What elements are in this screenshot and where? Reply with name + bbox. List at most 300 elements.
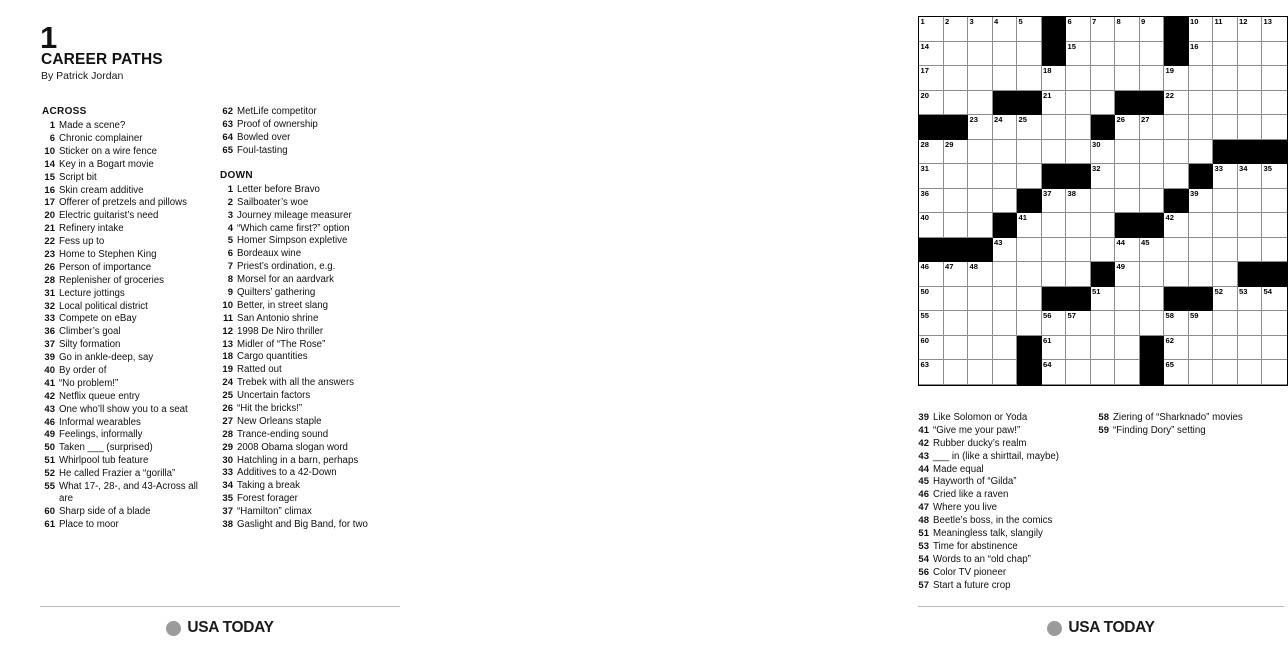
grid-cell[interactable]: [993, 189, 1018, 214]
grid-cell[interactable]: [944, 336, 969, 361]
clue-number: 48: [918, 515, 929, 527]
grid-cell[interactable]: [1213, 189, 1238, 214]
grid-cell[interactable]: [1262, 66, 1287, 91]
grid-cell[interactable]: [1262, 311, 1287, 336]
grid-cell[interactable]: [968, 66, 993, 91]
grid-cell[interactable]: [968, 164, 993, 189]
grid-cell[interactable]: [1115, 311, 1140, 336]
clue-down-37[interactable]: [220, 506, 392, 518]
grid-cell[interactable]: [1042, 360, 1067, 385]
clue-across-39[interactable]: [42, 352, 214, 364]
grid-cell[interactable]: [1017, 66, 1042, 91]
grid-block: [1017, 189, 1042, 214]
grid-cell[interactable]: [1238, 17, 1263, 42]
grid-cell[interactable]: [968, 360, 993, 385]
grid-cell[interactable]: [1189, 336, 1214, 361]
grid-cell[interactable]: [1262, 17, 1287, 42]
grid-cell[interactable]: [1091, 140, 1116, 165]
grid-cell[interactable]: [1164, 91, 1189, 116]
grid-cell[interactable]: [919, 311, 944, 336]
clue-down-6[interactable]: [220, 248, 392, 260]
grid-cell[interactable]: [1164, 213, 1189, 238]
grid-cell[interactable]: [1042, 91, 1067, 116]
grid-cell[interactable]: [1238, 238, 1263, 263]
clue-across-36[interactable]: [42, 326, 214, 338]
clue-across-10[interactable]: [42, 146, 214, 158]
grid-cell[interactable]: [919, 336, 944, 361]
grid-cell[interactable]: [1189, 91, 1214, 116]
grid-cell[interactable]: [1066, 311, 1091, 336]
grid-cell[interactable]: [1091, 42, 1116, 67]
clue-across-23[interactable]: [42, 249, 214, 261]
clue-across-14[interactable]: [42, 159, 214, 171]
grid-cell[interactable]: [1189, 262, 1214, 287]
grid-cell[interactable]: [993, 287, 1018, 312]
clue-down-29[interactable]: [220, 442, 392, 454]
clue-down-53[interactable]: [916, 541, 1094, 553]
grid-cell[interactable]: [1213, 213, 1238, 238]
across-heading: ACROSS: [42, 106, 87, 117]
clue-number: 40: [44, 365, 55, 377]
clue-down-26[interactable]: [220, 403, 392, 415]
grid-cell[interactable]: [944, 287, 969, 312]
grid-cell[interactable]: [919, 42, 944, 67]
grid-cell[interactable]: [1091, 17, 1116, 42]
clue-down-42[interactable]: [916, 438, 1094, 450]
grid-cell[interactable]: [1140, 66, 1165, 91]
clue-across-17[interactable]: [42, 197, 214, 209]
clue-number: 19: [222, 364, 233, 376]
grid-cell[interactable]: [1262, 42, 1287, 67]
clue-number: 47: [918, 502, 929, 514]
clue-down-41[interactable]: [916, 425, 1094, 437]
grid-cell[interactable]: [944, 360, 969, 385]
grid-cell[interactable]: [1115, 336, 1140, 361]
clue-down-33[interactable]: [220, 467, 392, 479]
grid-block: [944, 115, 969, 140]
grid-cell[interactable]: [1164, 360, 1189, 385]
grid-cell[interactable]: [1091, 91, 1116, 116]
grid-cell[interactable]: [1164, 66, 1189, 91]
grid-cell[interactable]: [1189, 140, 1214, 165]
grid-cell[interactable]: [1262, 287, 1287, 312]
clue-across-21[interactable]: [42, 223, 214, 235]
grid-cell[interactable]: [993, 115, 1018, 140]
clue-down-11[interactable]: [220, 313, 392, 325]
clue-number: 9: [227, 286, 233, 298]
clue-across-33[interactable]: [42, 313, 214, 325]
grid-cell[interactable]: [968, 262, 993, 287]
grid-cell[interactable]: [919, 189, 944, 214]
grid-cell[interactable]: [1213, 311, 1238, 336]
clue-down-58[interactable]: [1096, 412, 1274, 424]
grid-cell[interactable]: [1017, 238, 1042, 263]
clue-down-34[interactable]: [220, 480, 392, 492]
grid-cell[interactable]: [1238, 91, 1263, 116]
grid-cell[interactable]: [944, 66, 969, 91]
grid-cell[interactable]: [1115, 360, 1140, 385]
grid-cell[interactable]: [1066, 238, 1091, 263]
grid-cell[interactable]: [944, 17, 969, 42]
grid-cell[interactable]: [944, 91, 969, 116]
grid-cell[interactable]: [919, 262, 944, 287]
grid-cell[interactable]: [1164, 238, 1189, 263]
grid-cell[interactable]: [1066, 42, 1091, 67]
grid-cell[interactable]: [1115, 66, 1140, 91]
grid-cell[interactable]: [1164, 140, 1189, 165]
grid-block: [1042, 17, 1067, 42]
grid-cell[interactable]: [919, 91, 944, 116]
grid-cell[interactable]: [1238, 115, 1263, 140]
grid-cell[interactable]: [1140, 287, 1165, 312]
grid-cell-number: 16: [1190, 41, 1199, 51]
grid-cell[interactable]: [968, 287, 993, 312]
grid-cell[interactable]: [1189, 189, 1214, 214]
clue-number: 4: [227, 222, 233, 234]
grid-cell[interactable]: [1140, 42, 1165, 67]
grid-cell[interactable]: [1042, 140, 1067, 165]
clue-down-39[interactable]: [916, 412, 1094, 424]
clue-across-41[interactable]: [42, 378, 214, 390]
grid-cell[interactable]: [1042, 336, 1067, 361]
grid-cell[interactable]: [1213, 164, 1238, 189]
grid-cell[interactable]: [1066, 336, 1091, 361]
grid-cell[interactable]: [1091, 287, 1116, 312]
clue-text: Where you live: [933, 502, 998, 514]
clue-across-15[interactable]: [42, 172, 214, 184]
grid-cell[interactable]: [993, 360, 1018, 385]
grid-cell[interactable]: [1091, 164, 1116, 189]
grid-cell[interactable]: [1238, 66, 1263, 91]
clue-across-61[interactable]: [42, 519, 214, 531]
grid-cell-number: 40: [920, 213, 929, 222]
grid-cell[interactable]: [1262, 91, 1287, 116]
grid-cell-number: 17: [920, 66, 929, 75]
grid-cell[interactable]: [919, 140, 944, 165]
grid-cell[interactable]: [1189, 213, 1214, 238]
grid-cell[interactable]: [1213, 360, 1238, 385]
grid-cell[interactable]: [968, 311, 993, 336]
grid-cell[interactable]: [968, 213, 993, 238]
grid-cell[interactable]: [1017, 140, 1042, 165]
clue-across-28[interactable]: [42, 275, 214, 287]
grid-cell[interactable]: [944, 42, 969, 67]
clue-down-18[interactable]: [220, 351, 392, 363]
grid-cell[interactable]: [1164, 262, 1189, 287]
grid-cell[interactable]: [1164, 336, 1189, 361]
clue-across-16[interactable]: [42, 185, 214, 197]
clue-number: 46: [44, 416, 55, 428]
grid-cell[interactable]: [1213, 42, 1238, 67]
clue-across-26[interactable]: [42, 262, 214, 274]
clue-across-40[interactable]: [42, 365, 214, 377]
clue-across-22[interactable]: [42, 236, 214, 248]
footer-right: [918, 606, 1284, 646]
grid-cell[interactable]: [968, 42, 993, 67]
clue-down-43[interactable]: [916, 451, 1094, 463]
clue-across-50[interactable]: [42, 442, 214, 454]
grid-cell[interactable]: [1042, 262, 1067, 287]
grid-cell[interactable]: [968, 115, 993, 140]
grid-cell[interactable]: [1213, 115, 1238, 140]
grid-cell[interactable]: [1066, 360, 1091, 385]
grid-cell[interactable]: [1115, 115, 1140, 140]
grid-cell[interactable]: [1066, 213, 1091, 238]
grid-cell[interactable]: [944, 189, 969, 214]
grid-cell[interactable]: [1066, 262, 1091, 287]
clue-across-63[interactable]: [220, 119, 392, 131]
grid-cell[interactable]: [1213, 66, 1238, 91]
clue-down-5[interactable]: [220, 235, 392, 247]
clue-down-12[interactable]: [220, 326, 392, 338]
grid-cell[interactable]: [968, 91, 993, 116]
grid-cell[interactable]: [1213, 262, 1238, 287]
grid-cell[interactable]: [1140, 311, 1165, 336]
grid-cell[interactable]: [1042, 66, 1067, 91]
clue-number: 28: [44, 274, 55, 286]
clue-across-20[interactable]: [42, 210, 214, 222]
grid-cell[interactable]: [1213, 336, 1238, 361]
grid-cell[interactable]: [1066, 189, 1091, 214]
grid-cell[interactable]: [1213, 17, 1238, 42]
clue-down-57[interactable]: [916, 580, 1094, 592]
grid-cell[interactable]: [993, 140, 1018, 165]
clue-down-46[interactable]: [916, 489, 1094, 501]
grid-cell[interactable]: [1189, 17, 1214, 42]
grid-cell[interactable]: [1115, 189, 1140, 214]
clue-text: “Which came first?” option: [237, 222, 350, 234]
grid-cell[interactable]: [1213, 91, 1238, 116]
clue-across-64[interactable]: [220, 132, 392, 144]
clue-down-13[interactable]: [220, 339, 392, 351]
clue-down-59[interactable]: [1096, 425, 1274, 437]
grid-cell[interactable]: [1017, 164, 1042, 189]
grid-cell[interactable]: [1140, 115, 1165, 140]
grid-cell[interactable]: [1213, 287, 1238, 312]
grid-cell[interactable]: [1066, 115, 1091, 140]
grid-cell[interactable]: [1017, 42, 1042, 67]
clue-down-2[interactable]: [220, 197, 392, 209]
grid-cell[interactable]: [944, 140, 969, 165]
clue-number: 44: [918, 463, 929, 475]
clue-across-43[interactable]: [42, 404, 214, 416]
clue-across-65[interactable]: [220, 145, 392, 157]
grid-cell[interactable]: [968, 17, 993, 42]
grid-cell[interactable]: [1017, 287, 1042, 312]
grid-cell[interactable]: [1115, 17, 1140, 42]
grid-cell[interactable]: [1238, 311, 1263, 336]
grid-cell[interactable]: [1115, 262, 1140, 287]
grid-cell[interactable]: [944, 311, 969, 336]
clue-across-32[interactable]: [42, 301, 214, 313]
clue-down-35[interactable]: [220, 493, 392, 505]
clue-down-27[interactable]: [220, 416, 392, 428]
grid-cell[interactable]: [1091, 189, 1116, 214]
grid-cell-number: 4: [994, 17, 999, 26]
grid-cell[interactable]: [993, 336, 1018, 361]
grid-cell[interactable]: [1164, 164, 1189, 189]
grid-cell[interactable]: [1091, 238, 1116, 263]
grid-cell[interactable]: [1066, 17, 1091, 42]
clue-across-51[interactable]: [42, 455, 214, 467]
grid-cell[interactable]: [1066, 66, 1091, 91]
clue-across-1[interactable]: [42, 120, 214, 132]
grid-cell[interactable]: [1140, 164, 1165, 189]
grid-cell[interactable]: [1115, 42, 1140, 67]
clue-across-62[interactable]: [220, 106, 392, 118]
grid-cell[interactable]: [1115, 238, 1140, 263]
clue-across-52[interactable]: [42, 468, 214, 480]
grid-cell[interactable]: [1262, 238, 1287, 263]
clue-down-8[interactable]: [220, 274, 392, 286]
grid-cell[interactable]: [1042, 189, 1067, 214]
clue-text: Journey mileage measurer: [237, 209, 352, 221]
grid-cell[interactable]: [1140, 17, 1165, 42]
clue-down-10[interactable]: [220, 300, 392, 312]
grid-cell[interactable]: [1238, 213, 1263, 238]
clue-down-38[interactable]: [220, 519, 392, 531]
grid-cell[interactable]: [993, 262, 1018, 287]
grid-block: [1140, 336, 1165, 361]
grid-cell[interactable]: [1238, 360, 1263, 385]
grid-cell[interactable]: [1140, 262, 1165, 287]
clue-down-19[interactable]: [220, 364, 392, 376]
grid-cell[interactable]: [993, 238, 1018, 263]
grid-cell[interactable]: [1238, 164, 1263, 189]
grid-cell[interactable]: [944, 164, 969, 189]
grid-cell[interactable]: [1238, 42, 1263, 67]
grid-cell[interactable]: [1238, 336, 1263, 361]
grid-cell[interactable]: [1262, 360, 1287, 385]
grid-cell[interactable]: [1262, 213, 1287, 238]
puzzle-number: 1: [40, 20, 57, 55]
grid-cell[interactable]: [1066, 140, 1091, 165]
clue-down-44[interactable]: [916, 464, 1094, 476]
grid-cell[interactable]: [1091, 213, 1116, 238]
grid-cell[interactable]: [1262, 189, 1287, 214]
clue-down-30[interactable]: [220, 455, 392, 467]
grid-cell[interactable]: [919, 360, 944, 385]
clue-across-60[interactable]: [42, 506, 214, 518]
grid-cell[interactable]: [1115, 287, 1140, 312]
grid-cell[interactable]: [1017, 213, 1042, 238]
grid-cell[interactable]: [1140, 140, 1165, 165]
grid-cell[interactable]: [1189, 42, 1214, 67]
clue-number: 37: [44, 339, 55, 351]
grid-cell[interactable]: [1017, 311, 1042, 336]
clue-across-55[interactable]: [42, 481, 214, 505]
clue-number: 57: [918, 579, 929, 591]
grid-cell-number: 38: [1067, 188, 1076, 198]
clue-text: Netflix queue entry: [59, 390, 140, 402]
grid-cell[interactable]: [1189, 115, 1214, 140]
grid-cell[interactable]: [1042, 213, 1067, 238]
clue-across-31[interactable]: [42, 288, 214, 300]
clue-number: 36: [44, 326, 55, 338]
grid-cell[interactable]: [1091, 336, 1116, 361]
grid-cell[interactable]: [1213, 238, 1238, 263]
grid-cell[interactable]: [1140, 189, 1165, 214]
grid-cell[interactable]: [919, 213, 944, 238]
grid-cell[interactable]: [993, 66, 1018, 91]
grid-cell[interactable]: [1262, 336, 1287, 361]
grid-cell[interactable]: [968, 140, 993, 165]
clue-down-9[interactable]: [220, 287, 392, 299]
clue-across-49[interactable]: [42, 429, 214, 441]
clue-down-1[interactable]: [220, 184, 392, 196]
grid-cell[interactable]: [1189, 66, 1214, 91]
grid-cell[interactable]: [1238, 189, 1263, 214]
grid-cell[interactable]: [1042, 238, 1067, 263]
clue-down-48[interactable]: [916, 515, 1094, 527]
grid-cell[interactable]: [1189, 238, 1214, 263]
grid-cell[interactable]: [1115, 140, 1140, 165]
clue-down-45[interactable]: [916, 476, 1094, 488]
grid-cell[interactable]: [993, 164, 1018, 189]
grid-cell[interactable]: [919, 164, 944, 189]
grid-cell[interactable]: [1091, 66, 1116, 91]
clue-down-51[interactable]: [916, 528, 1094, 540]
grid-cell[interactable]: [1115, 164, 1140, 189]
clue-down-3[interactable]: [220, 210, 392, 222]
clue-down-47[interactable]: [916, 502, 1094, 514]
clue-across-6[interactable]: [42, 133, 214, 145]
clue-down-7[interactable]: [220, 261, 392, 273]
grid-cell[interactable]: [1164, 311, 1189, 336]
clue-down-56[interactable]: [916, 567, 1094, 579]
grid-cell[interactable]: [944, 262, 969, 287]
grid-cell[interactable]: [1189, 311, 1214, 336]
grid-cell[interactable]: [1091, 311, 1116, 336]
grid-cell[interactable]: [1017, 17, 1042, 42]
grid-cell[interactable]: [1042, 115, 1067, 140]
grid-cell[interactable]: [1066, 91, 1091, 116]
grid-cell[interactable]: [1262, 164, 1287, 189]
grid-cell[interactable]: [968, 189, 993, 214]
grid-cell[interactable]: [1017, 115, 1042, 140]
clue-down-4[interactable]: [220, 223, 392, 235]
grid-cell[interactable]: [1140, 238, 1165, 263]
grid-cell[interactable]: [993, 17, 1018, 42]
grid-cell[interactable]: [993, 311, 1018, 336]
crossword-grid[interactable]: [918, 16, 1288, 386]
puzzle-byline: By Patrick Jordan: [41, 70, 124, 82]
grid-cell[interactable]: [993, 42, 1018, 67]
grid-cell-number: 12: [1239, 17, 1248, 26]
grid-cell-number: 37: [1043, 188, 1052, 198]
grid-cell[interactable]: [968, 336, 993, 361]
grid-cell[interactable]: [1091, 360, 1116, 385]
clue-across-46[interactable]: [42, 417, 214, 429]
clue-down-54[interactable]: [916, 554, 1094, 566]
grid-cell[interactable]: [1017, 262, 1042, 287]
grid-cell[interactable]: [1189, 360, 1214, 385]
clue-down-28[interactable]: [220, 429, 392, 441]
grid-cell[interactable]: [919, 66, 944, 91]
grid-cell[interactable]: [919, 17, 944, 42]
grid-cell[interactable]: [1164, 115, 1189, 140]
grid-cell[interactable]: [1262, 115, 1287, 140]
clue-text: Skin cream additive: [59, 184, 144, 196]
grid-cell[interactable]: [944, 213, 969, 238]
grid-cell[interactable]: [919, 287, 944, 312]
grid-cell[interactable]: [1042, 311, 1067, 336]
grid-cell[interactable]: [1238, 287, 1263, 312]
clue-across-42[interactable]: [42, 391, 214, 403]
clue-across-37[interactable]: [42, 339, 214, 351]
clue-down-24[interactable]: [220, 377, 392, 389]
clue-down-25[interactable]: [220, 390, 392, 402]
